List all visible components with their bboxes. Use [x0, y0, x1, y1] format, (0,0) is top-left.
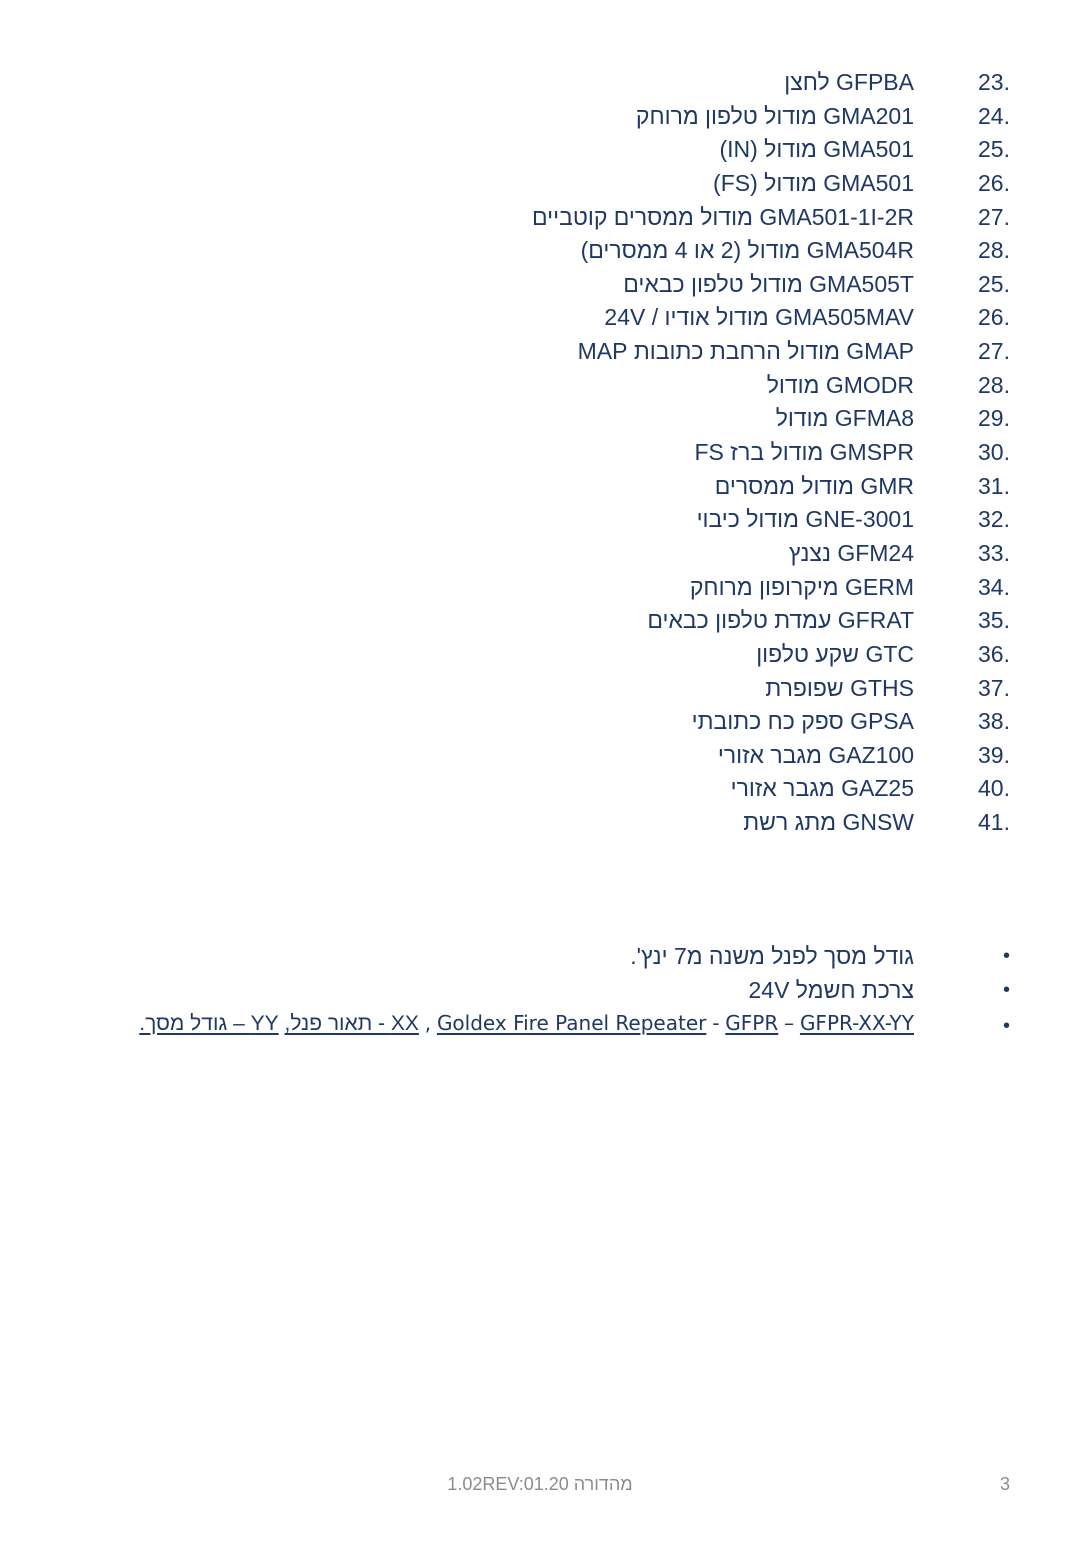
- list-item: [70, 806, 1010, 840]
- list-item-number: 38.: [978, 708, 1010, 735]
- list-item-text: GFM24 נצנץ: [788, 539, 914, 566]
- list-item-number: 39.: [978, 741, 1010, 768]
- list-item-text: GMA505MAV מודול אודיו / 24V: [604, 304, 914, 331]
- list-item: [70, 335, 1010, 369]
- list-item-number: 27.: [978, 203, 1010, 230]
- list-item: [70, 402, 1010, 436]
- list-item-text: GMR מודול ממסרים: [714, 472, 914, 499]
- list-item: [70, 201, 1010, 235]
- numbered-product-list: [70, 66, 1010, 840]
- note-power-text: צרכת חשמל 24V: [748, 976, 914, 1003]
- list-item-number: 26.: [978, 304, 1010, 331]
- list-item: [70, 133, 1010, 167]
- list-item: [70, 739, 1010, 773]
- list-item-number: 27.: [978, 338, 1010, 365]
- note-part-code: [70, 1010, 1010, 1037]
- list-item: [70, 705, 1010, 739]
- list-item: [70, 167, 1010, 201]
- list-item-number: 30.: [978, 439, 1010, 466]
- list-item-number: 32.: [978, 506, 1010, 533]
- list-item: [70, 436, 1010, 470]
- list-item: [70, 638, 1010, 672]
- list-item-text: GNE-3001 מודול כיבוי: [696, 506, 914, 533]
- list-item: [70, 604, 1010, 638]
- list-item-text: GTC שקע טלפון: [756, 640, 914, 667]
- xx-description-link[interactable]: XX - תאור פנל,: [284, 1012, 419, 1035]
- list-item: [70, 503, 1010, 537]
- list-item-number: 25.: [978, 136, 1010, 163]
- page-footer: [0, 1474, 1080, 1504]
- part-code-separator: -: [712, 1011, 720, 1035]
- list-item-number: 40.: [978, 775, 1010, 802]
- list-item-number: 29.: [978, 405, 1010, 432]
- revision-label: מהדורה 1.02REV:01.20: [447, 1474, 633, 1494]
- list-item-text: GMA505T מודול טלפון כבאים: [623, 270, 914, 297]
- note-screen-size-text: גודל מסך לפנל משנה מ7 ינץ'.: [630, 943, 914, 969]
- list-item-text: GMA201 מודול טלפון מרוחק: [635, 102, 914, 129]
- part-code-dash: –: [784, 1011, 795, 1035]
- list-item-number: 26.: [978, 169, 1010, 196]
- list-item: [70, 268, 1010, 302]
- list-item-text: GTHS שפופרת: [765, 674, 914, 701]
- list-item: [70, 470, 1010, 504]
- list-item-number: 35.: [978, 607, 1010, 634]
- list-item: [70, 772, 1010, 806]
- bullet-icon: •: [1002, 978, 1010, 1001]
- list-item: [70, 672, 1010, 706]
- list-item-number: 31.: [978, 472, 1010, 499]
- page-number: 3: [999, 1474, 1010, 1494]
- list-item-number: 24.: [978, 102, 1010, 129]
- list-item: [70, 100, 1010, 134]
- bullet-icon: •: [1002, 945, 1010, 967]
- list-item-text: GAZ25 מגבר אזורי: [730, 775, 914, 802]
- part-code-short-link[interactable]: GFPR: [725, 1011, 779, 1035]
- list-item-text: GMA504R מודול (2 או 4 ממסרים): [580, 237, 914, 264]
- list-item-text: GMA501 מודול (FS): [713, 169, 914, 196]
- list-item-text: GFMA8 מודול: [775, 405, 914, 432]
- list-item-text: GAZ100 מגבר אזורי: [717, 741, 914, 768]
- list-item-text: GNSW מתג רשת: [743, 809, 914, 836]
- list-item-text: GMAP מודול הרחבת כתובות MAP: [577, 338, 914, 365]
- notes-bullet-list: [70, 940, 1010, 1037]
- list-item-number: 23.: [978, 69, 1010, 95]
- list-item-text: GFPBA לחצן: [784, 69, 914, 95]
- part-code-comma: ,: [424, 1011, 432, 1035]
- list-item-number: 25.: [978, 270, 1010, 297]
- note-screen-size: [70, 940, 1010, 974]
- list-item-text: GMODR מודול: [766, 371, 914, 398]
- list-item-text: GFRAT עמדת טלפון כבאים: [647, 607, 914, 634]
- bullet-icon: •: [1002, 1015, 1010, 1037]
- list-item-text: GMA501 מודול (IN): [719, 136, 914, 163]
- list-item-number: 28.: [978, 371, 1010, 398]
- list-item: [70, 369, 1010, 403]
- list-item: [70, 537, 1010, 571]
- product-name-link[interactable]: Goldex Fire Panel Repeater: [436, 1011, 707, 1035]
- list-item: [70, 571, 1010, 605]
- list-item-number: 36.: [978, 640, 1010, 667]
- list-item: [70, 234, 1010, 268]
- list-item-number: 41.: [978, 809, 1010, 836]
- list-item-number: 33.: [978, 539, 1010, 566]
- list-item-text: GPSA ספק כח כתובתי: [691, 708, 914, 735]
- part-code-full-link[interactable]: GFPR-XX-YY: [799, 1011, 914, 1035]
- list-item-number: 34.: [978, 573, 1010, 600]
- list-item: [70, 66, 1010, 100]
- yy-description-link[interactable]: YY – גודל מסך.: [139, 1012, 279, 1035]
- note-part-code-text: [70, 1010, 914, 1037]
- note-power: [70, 974, 1010, 1008]
- list-item: [70, 301, 1010, 335]
- list-item-number: 37.: [978, 674, 1010, 701]
- list-item-number: 28.: [978, 237, 1010, 264]
- list-item-text: GERM מיקרופון מרוחק: [689, 573, 914, 600]
- list-item-text: GMSPR מודול ברז FS: [694, 439, 914, 466]
- list-item-text: GMA501-1I-2R מודול ממסרים קוטביים: [531, 203, 914, 230]
